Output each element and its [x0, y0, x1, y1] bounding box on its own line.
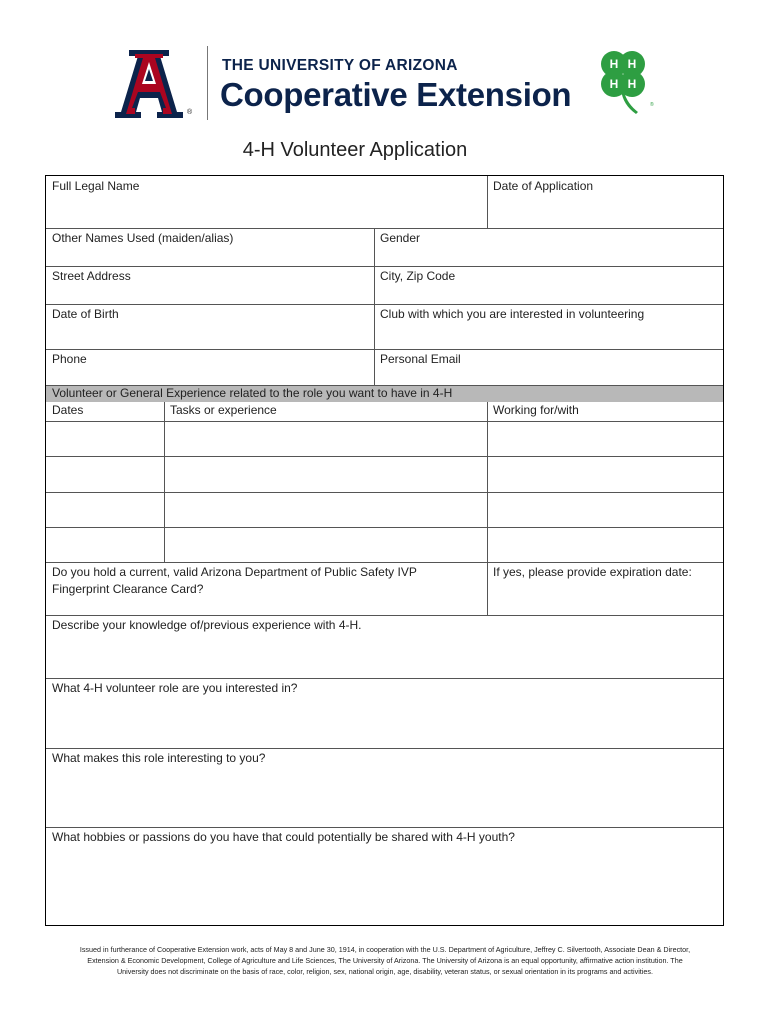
experience-row[interactable] — [46, 456, 723, 492]
knowledge-field[interactable] — [46, 615, 723, 678]
role-question: What 4-H volunteer role are you interested in? — [52, 681, 298, 695]
clover-h-2: H — [627, 57, 637, 71]
date-of-application-field[interactable] — [487, 176, 723, 228]
working-for-label: Working for/with — [493, 403, 579, 417]
gender-field[interactable] — [374, 228, 723, 266]
tasks-label: Tasks or experience — [170, 403, 277, 417]
role-field[interactable] — [46, 678, 723, 748]
full-legal-name-label: Full Legal Name — [52, 179, 140, 193]
university-of-arizona-a-logo — [113, 48, 185, 120]
4h-clover-logo — [592, 48, 662, 116]
club-field[interactable] — [374, 304, 723, 349]
clover-h-4: H — [627, 77, 637, 91]
knowledge-question: Describe your knowledge of/previous experience with 4-H. — [52, 618, 362, 632]
interest-field[interactable] — [46, 748, 723, 827]
fingerprint-card-field[interactable] — [46, 562, 487, 615]
phone-label: Phone — [52, 352, 87, 366]
phone-field[interactable] — [46, 349, 374, 385]
experience-row[interactable] — [46, 421, 723, 456]
street-address-field[interactable] — [46, 266, 374, 304]
personal-email-label: Personal Email — [380, 352, 461, 366]
col-header-tasks — [164, 402, 487, 421]
experience-section-header — [46, 384, 723, 402]
clover-h-3: H — [609, 77, 619, 91]
department-name: Cooperative Extension — [220, 76, 572, 113]
date-of-application-label: Date of Application — [493, 179, 594, 193]
col-header-dates — [46, 402, 164, 421]
footer-line-1: Issued in furtherance of Cooperative Extension work, acts of May 8 and June 30, 1914, in cooperation with the U.S. Department of Agriculture, Jeffrey C. Silvertooth, Associate Dean & Director, — [79, 945, 691, 954]
expiration-label: If yes, please provide expiration date: — [493, 565, 692, 579]
footer-line-2: Extension & Economic Development, College of Agriculture and Life Sciences, The University of Arizona. The University of Arizona is an equal opportunity, affirmative action institution. The — [87, 956, 683, 965]
other-names-label: Other Names Used (maiden/alias) — [52, 231, 234, 245]
university-name: THE UNIVERSITY OF ARIZONA — [222, 57, 458, 74]
street-address-label: Street Address — [52, 269, 131, 283]
footer-line-3: University does not discriminate on the basis of race, color, religion, sex, national origin, age, disability, veteran status, or sexual orientation in its programs and activities. — [116, 967, 653, 976]
col-header-working-for — [487, 402, 723, 421]
expiration-date-field[interactable] — [487, 562, 723, 615]
other-names-field[interactable] — [46, 228, 374, 266]
letterhead — [0, 0, 770, 130]
clover-h-1: H — [609, 57, 619, 71]
experience-section-title: Volunteer or General Experience related to the role you want to have in 4-H — [52, 386, 453, 400]
registered-mark: ® — [187, 109, 193, 116]
hobbies-field[interactable] — [46, 827, 723, 925]
gender-label: Gender — [380, 231, 421, 245]
fingerprint-question: Do you hold a current, valid Arizona Department of Public Safety IVP Fingerprint Clearance Card? — [52, 565, 417, 596]
interest-question: What makes this role interesting to you? — [52, 751, 266, 765]
club-label: Club with which you are interested in volunteering — [380, 307, 645, 321]
city-zip-label: City, Zip Code — [380, 269, 456, 283]
footer-disclaimer — [40, 944, 730, 977]
city-zip-field[interactable] — [374, 266, 723, 304]
logo-divider — [207, 46, 208, 120]
experience-row[interactable] — [46, 527, 723, 562]
date-of-birth-field[interactable] — [46, 304, 374, 349]
form-title: 4-H Volunteer Application — [242, 139, 468, 161]
date-of-birth-label: Date of Birth — [52, 307, 119, 321]
clover-registered: ® — [650, 102, 654, 108]
experience-row[interactable] — [46, 492, 723, 527]
full-legal-name-field[interactable] — [46, 176, 487, 228]
application-form — [45, 175, 724, 926]
dates-label: Dates — [52, 403, 84, 417]
personal-email-field[interactable] — [374, 349, 723, 385]
hobbies-question: What hobbies or passions do you have that could potentially be shared with 4-H youth? — [52, 830, 515, 844]
